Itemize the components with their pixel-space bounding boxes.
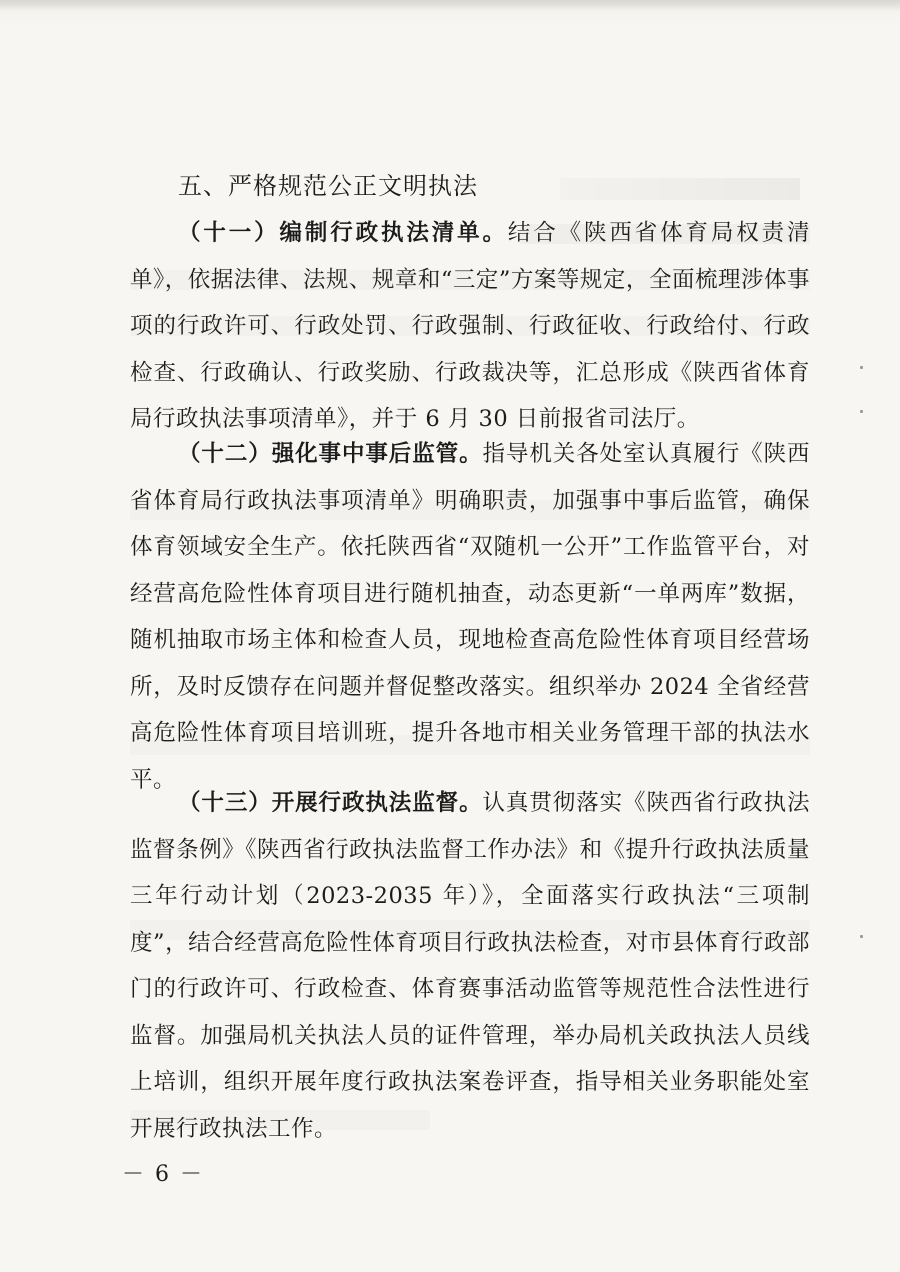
page-number: － 6 －: [122, 1162, 204, 1187]
paragraph-item-12: [130, 431, 810, 803]
margin-speck: [860, 935, 863, 938]
scan-edge-shadow: [0, 0, 900, 10]
margin-speck: [860, 366, 863, 369]
paragraph-body: 指导机关各处室认真履行《陕西省体育局行政执法事项清单》明确职责，加强事中事后监管，确保体育领域安全生产。依托陕西省“双随机一公开”工作监管平台，对经营高危险性体育项目进行随机抽查，动态更新“一单两库”数据，随机抽取市场主体和检查人员，现地检查高危险性体育项目经营场所，及时反馈存在问题并督促整改落实。组织举办 2024 全省经营高危险性体育项目培训班，提升各地市相关业务管理干部的执法水平。: [130, 441, 810, 793]
paragraph-lead: （十一）编制行政执法清单。: [178, 220, 508, 246]
paragraph-item-11: [130, 210, 810, 443]
show-through-line: [560, 178, 800, 200]
paragraph-body: 认真贯彻落实《陕西省行政执法监督条例》《陕西省行政执法监督工作办法》和《提升行政执法质量三年行动计划（2023-2035 年）》，全面落实行政执法“三项制度”，结合经营高危险性体育项目行政执法检查，对市县体育行政部门的行政许可、行政检查、体育赛事活动监管等规范性合法性进行监督。加强局机关执法人员的证件管理，举办局机关政执法人员线上培训，组织开展年度行政执法案卷评查，指导相关业务职能处室开展行政执法工作。: [130, 790, 810, 1142]
paragraph-lead: （十三）开展行政执法监督。: [178, 790, 483, 816]
margin-speck: [860, 410, 863, 413]
paragraph-item-13: [130, 780, 810, 1152]
paragraph-body: 结合《陕西省体育局权责清单》，依据法律、法规、规章和“三定”方案等规定，全面梳理涉体事项的行政许可、行政处罚、行政强制、行政征收、行政给付、行政检查、行政确认、行政奖励、行政裁决等，汇总形成《陕西省体育局行政执法事项清单》，并于 6 月 30 日前报省司法厅。: [130, 220, 810, 432]
section-heading: 五、严格规范公正文明执法: [178, 172, 478, 200]
paragraph-lead: （十二）强化事中事后监管。: [178, 441, 483, 467]
